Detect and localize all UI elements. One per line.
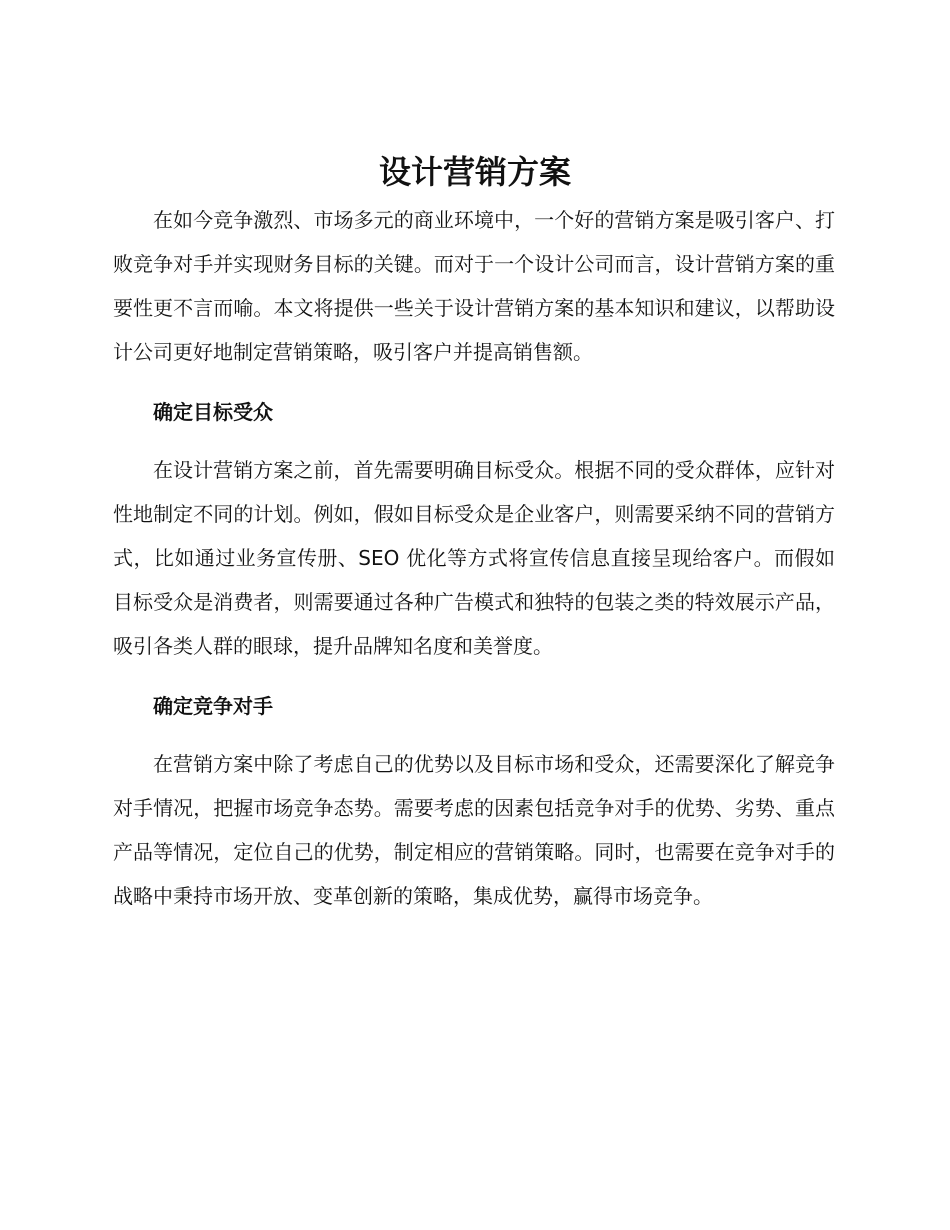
section-competitors <box>113 686 835 918</box>
intro-paragraph: 在如今竞争激烈、市场多元的商业环境中，一个好的营销方案是吸引客户、打败竞争对手并实现财务目标的关键。而对于一个设计公司而言，设计营销方案的重要性更不言而喻。本文将提供一些关于设计营销方案的基本知识和建议，以帮助设计公司更好地制定营销策略，吸引客户并提高销售额。 <box>113 208 835 364</box>
section-target-audience <box>113 392 835 668</box>
document-title: 设计营销方案 <box>378 153 571 191</box>
document-body <box>113 198 835 918</box>
section-paragraph: 在设计营销方案之前，首先需要明确目标受众。根据不同的受众群体，应针对性地制定不同的计划。例如，假如目标受众是企业客户，则需要采纳不同的营销方式，比如通过业务宣传册、SEO 优化等方式将宣传信息直接呈现给客户。而假如目标受众是消费者，则需要通过各种广告模式和独特的包装之类的特效展示产品，吸引各类人群的眼球，提升品牌知名度和美誉度。 <box>113 458 835 658</box>
section-paragraph: 在营销方案中除了考虑自己的优势以及目标市场和受众，还需要深化了解竞争对手情况，把握市场竞争态势。需要考虑的因素包括竞争对手的优势、劣势、重点产品等情况，定位自己的优势，制定相应的营销策略。同时，也需要在竞争对手的战略中秉持市场开放、变革创新的策略，集成优势，赢得市场竞争。 <box>113 752 835 908</box>
section-heading: 确定竞争对手 <box>153 694 273 718</box>
section-heading: 确定目标受众 <box>153 400 273 424</box>
